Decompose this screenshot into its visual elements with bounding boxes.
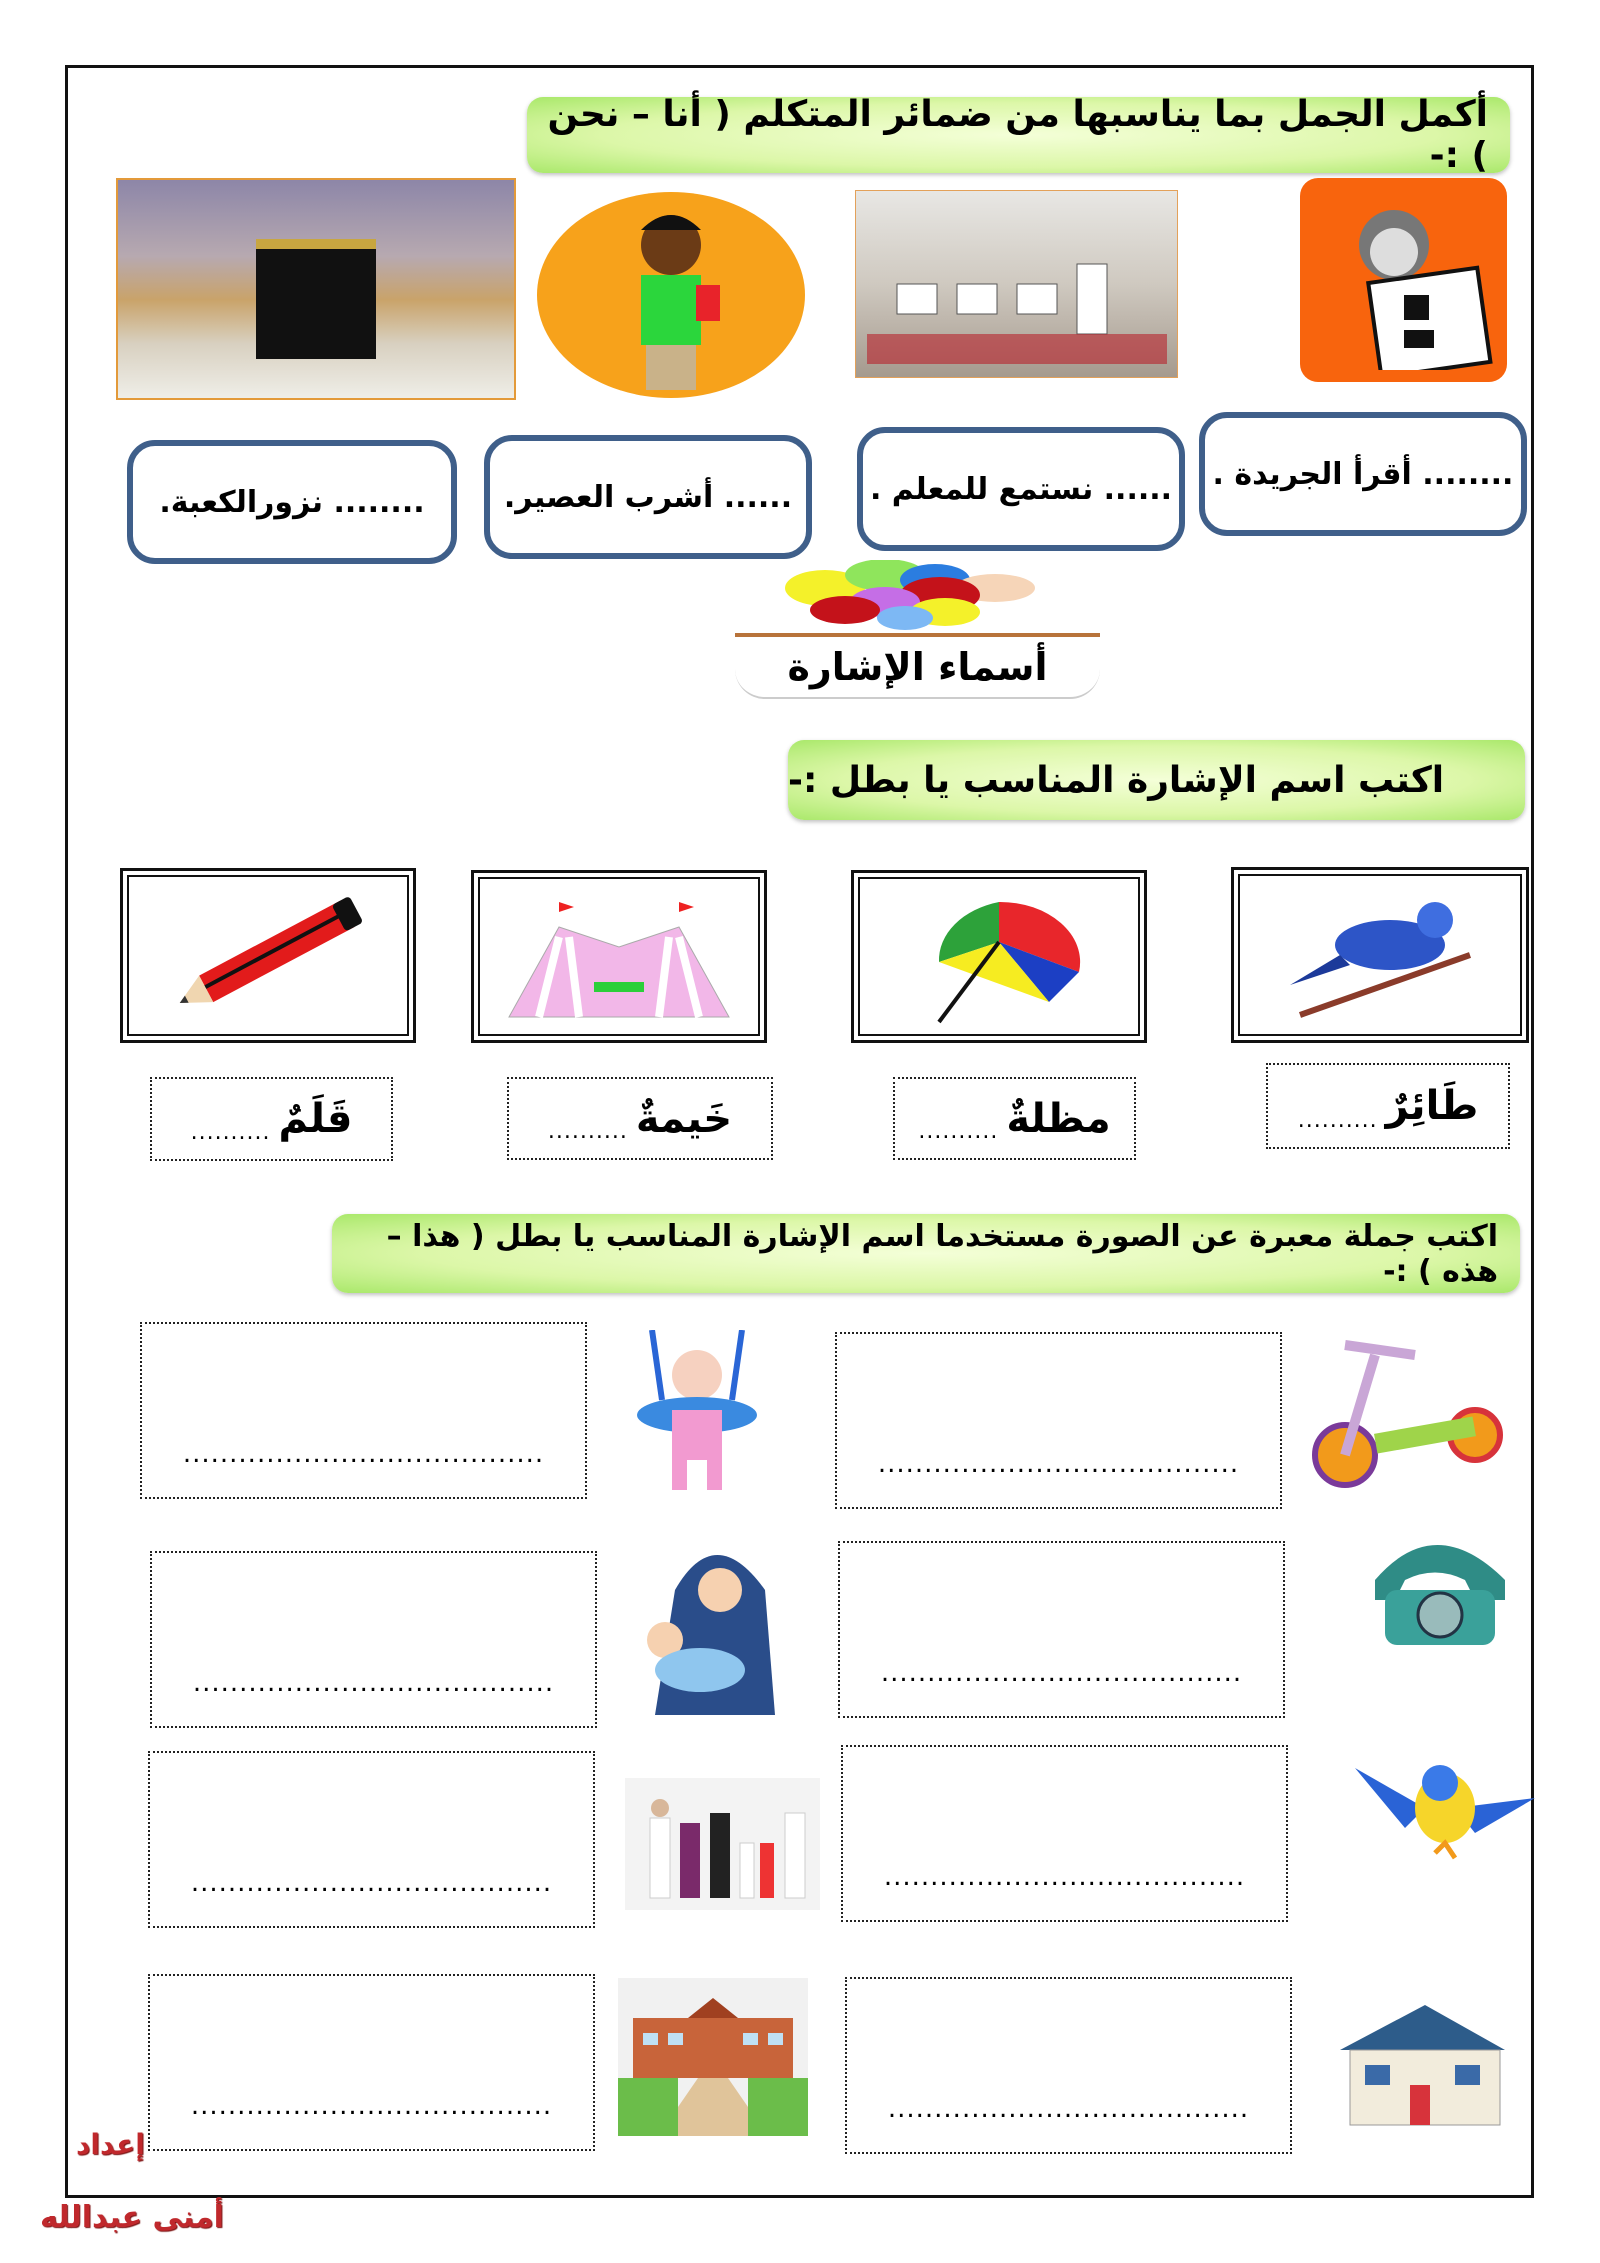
answer-blank: ....................................... xyxy=(182,1439,545,1469)
word-box-tent[interactable] xyxy=(507,1077,773,1160)
flying-bird-icon xyxy=(1345,1738,1545,1863)
scooter-icon xyxy=(1305,1325,1505,1490)
answer-blank: ....................................... xyxy=(190,2091,553,2121)
answer-blank: ....................................... xyxy=(880,1658,1243,1688)
section2-header xyxy=(788,740,1525,820)
section3-title: اكتب جملة معبرة عن الصورة مستخدما اسم الإشارة المناسب يا بطل ( هذا – هذه ) :- xyxy=(386,1218,1498,1289)
answer-box-telephone[interactable] xyxy=(838,1541,1285,1718)
answer-blank: ....................................... xyxy=(887,2094,1250,2124)
answer-blank: ....................................... xyxy=(883,1862,1246,1892)
kaaba-icon xyxy=(256,239,376,359)
boy-drinking-icon xyxy=(571,200,771,390)
answer-box-flying-bird[interactable] xyxy=(841,1745,1288,1922)
pencil-picture xyxy=(120,868,416,1043)
answer-blank: ....................................... xyxy=(877,1449,1240,1479)
sentence-box-3[interactable] xyxy=(484,435,812,559)
baby-bouncer-icon xyxy=(612,1330,782,1495)
section1-header xyxy=(527,94,1510,176)
kaaba-photo xyxy=(116,178,516,400)
classroom-icon xyxy=(867,204,1167,364)
word-box-bird[interactable] xyxy=(1266,1063,1510,1149)
sentence-box-2[interactable] xyxy=(857,427,1185,551)
word-text: قَلَمٌ xyxy=(278,1096,353,1142)
bird-icon xyxy=(1280,885,1480,1025)
balloons-icon xyxy=(775,560,1075,630)
answer-box-baby[interactable] xyxy=(140,1322,587,1499)
sentence-text: ........ أقرأ الجريدة . xyxy=(1212,456,1514,492)
umbrella-picture xyxy=(851,870,1147,1043)
sentence-box-1[interactable] xyxy=(1199,412,1527,536)
sentence-text: ...... أشرب العصير. xyxy=(503,479,793,515)
classroom-photo xyxy=(855,190,1178,378)
credit-label: إعداد xyxy=(76,2128,145,2161)
section2-title: اكتب اسم الإشارة المناسب يا بطل :- xyxy=(788,759,1445,801)
sentence-text: ........ نزورالكعبة. xyxy=(159,484,425,520)
family-photo xyxy=(625,1778,820,1910)
word-box-umbrella[interactable] xyxy=(893,1077,1136,1160)
tent-picture xyxy=(471,870,767,1043)
credit-name: أمنى عبدالله xyxy=(40,2200,224,2235)
reading-newspaper-image xyxy=(1300,178,1507,382)
house-icon xyxy=(1335,2000,1510,2130)
section3-header xyxy=(332,1214,1520,1293)
school-icon xyxy=(618,1978,808,2136)
answer-blank: ....................................... xyxy=(192,1668,555,1698)
answer-box-mother[interactable] xyxy=(150,1551,597,1728)
answer-box-family[interactable] xyxy=(148,1751,595,1928)
umbrella-icon xyxy=(899,882,1099,1032)
newspaper-icon xyxy=(1314,190,1494,370)
answer-box-school[interactable] xyxy=(148,1974,595,2151)
mother-baby-icon xyxy=(635,1530,785,1715)
answer-box-scooter[interactable] xyxy=(835,1332,1282,1509)
answer-box-house[interactable] xyxy=(845,1977,1292,2154)
divider-title-text: أسماء الإشارة xyxy=(787,645,1048,689)
sentence-box-4[interactable] xyxy=(127,440,457,564)
word-blank: .......... xyxy=(1297,1108,1378,1133)
demonstratives-title xyxy=(735,633,1100,699)
word-box-pencil[interactable] xyxy=(150,1077,393,1161)
word-text: طَائِرٌ xyxy=(1385,1083,1479,1129)
pencil-icon xyxy=(158,896,378,1016)
boy-drinking-image xyxy=(537,192,805,398)
bird-picture xyxy=(1231,867,1529,1043)
sentence-text: ...... نستمع للمعلم . xyxy=(869,471,1173,507)
word-blank: .......... xyxy=(918,1119,999,1144)
section1-title: أكمل الجمل بما يناسبها من ضمائر المتكلم ( أنا – نحن ) :- xyxy=(547,94,1488,176)
tent-icon xyxy=(499,887,739,1027)
word-blank: .......... xyxy=(190,1120,271,1145)
word-text: خَيمةٌ xyxy=(635,1095,733,1142)
word-blank: .......... xyxy=(547,1119,628,1144)
answer-blank: ....................................... xyxy=(190,1868,553,1898)
telephone-icon xyxy=(1355,1520,1515,1650)
word-text: مظلةٌ xyxy=(1006,1095,1111,1142)
